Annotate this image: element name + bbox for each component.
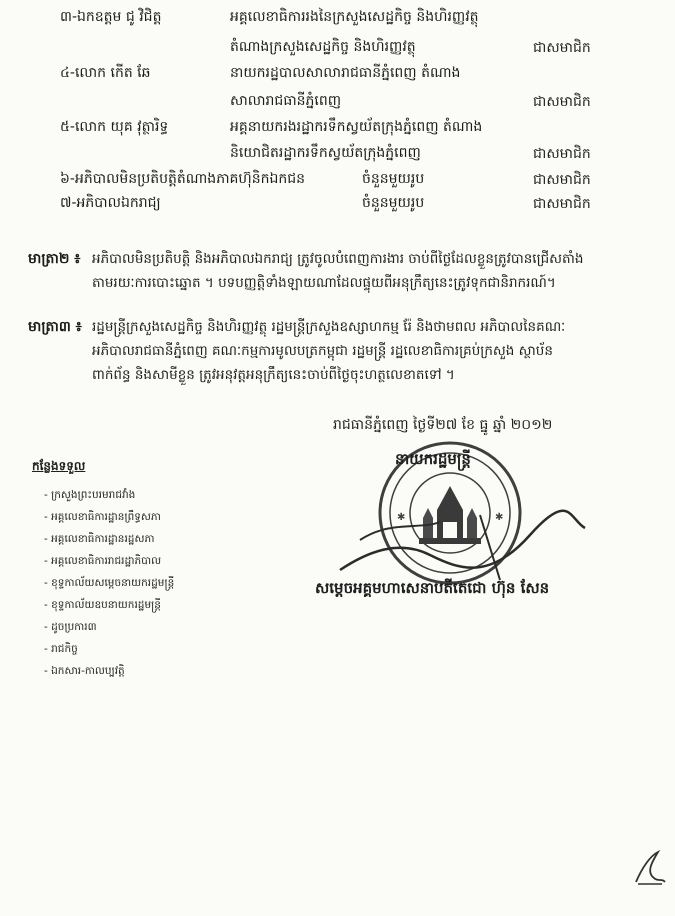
member-name: ៥-លោក យុគ វុត្ថារិទ្ធ: [60, 119, 169, 135]
article-label: មាត្រា៣ ៖: [28, 319, 82, 335]
recipients-title: កន្លែងទទួល: [32, 459, 86, 473]
article-label: មាត្រា២ ៖: [28, 251, 81, 267]
article-line: អភិបាលរាជធានីភ្នំពេញ គណៈកម្មការមូលបត្រកម្ពុជា រដ្ឋមន្ត្រី រដ្ឋលេខាធិការគ្រប់ក្រសួង ស្ថាប័ន: [92, 343, 553, 359]
article-line: រដ្ឋមន្ត្រីក្រសួងសេដ្ឋកិច្ច និងហិរញ្ញវត្ថុ រដ្ឋមន្ត្រីក្រសួងឧស្សាហកម្ម រ៉ែ និងថាមពល អភិបាលនៃគណៈ: [92, 319, 566, 335]
list-item: - អគ្គលេខាធិការរាជរដ្ឋាភិបាល: [44, 550, 174, 572]
member-title-line: និយោជិតរដ្ឋាករទឹកស្វយ័តក្រុងភ្នំពេញ: [230, 145, 421, 161]
member-role: ជាសមាជិក: [533, 196, 591, 212]
member-title-line: អគ្គលេខាធិការរងនៃក្រសួងសេដ្ឋកិច្ច និងហិរញ្ញវត្ថុ: [230, 9, 479, 25]
member-name: ៧-អភិបាលឯករាជ្យ: [60, 195, 161, 211]
recipients-block: [32, 458, 174, 682]
svg-text:✱: ✱: [397, 512, 406, 523]
member-role: ជាសមាជិក: [533, 40, 591, 56]
article-line: ពាក់ព័ន្ធ និងសាមីខ្លួន ត្រូវអនុវត្តអនុក្រឹត្យនេះចាប់ពីថ្ងៃចុះហត្ថលេខាតទៅ ។: [92, 367, 455, 383]
member-name: ៦-អភិបាលមិនប្រតិបត្តិតំណាងភាគហ៊ុនិកឯកជន: [60, 171, 306, 187]
member-name: ៣-ឯកឧត្តម ជូ វិជិត្ត: [60, 9, 162, 25]
member-title-line: អគ្គនាយករងរដ្ឋាករទឹកស្វយ័តក្រុងភ្នំពេញ តំណាង: [230, 119, 483, 135]
signatory-title: នាយករដ្ឋមន្ត្រី: [395, 450, 471, 468]
member-title-line: តំណាងក្រសួងសេដ្ឋកិច្ច និងហិរញ្ញវត្ថុ: [230, 39, 416, 55]
signatory-name: សម្តេចអគ្គមហាសេនាបតីតេជោ ហ៊ុន សែន: [315, 579, 550, 597]
article-line: អភិបាលមិនប្រតិបត្តិ និងអភិបាលឯករាជ្យ ត្រូវចូលបំពេញការងារ ចាប់ពីថ្ងៃដែលខ្លួនត្រូវបានជ្រើសតាំង: [92, 251, 584, 267]
member-title-line: សាលារាជធានីភ្នំពេញ: [230, 93, 342, 109]
list-item: - អគ្គលេខាធិការដ្ឋានព្រឹទ្ធសភា: [44, 506, 174, 528]
list-item: - រាជកិច្ច: [44, 638, 174, 660]
recipients-list: [32, 484, 174, 682]
list-item: - ខុទ្ទកាល័យសម្តេចនាយករដ្ឋមន្ត្រី: [44, 572, 174, 594]
list-item: - ក្រសួងព្រះបរមរាជវាំង: [44, 484, 174, 506]
article-line: តាមរយៈការបោះឆ្នោត ។ បទបញ្ញត្តិទាំងឡាយណាដែលផ្ទុយពីអនុក្រឹត្យនេះត្រូវទុកជានិរាករណ៍។: [92, 275, 556, 291]
member-role: ជាសមាជិក: [533, 94, 591, 110]
member-name: ៤-លោក កើត ឆែ: [60, 65, 151, 81]
member-role: ជាសមាជិក: [533, 172, 591, 188]
list-item: - ខុទ្ទកាល័យឧបនាយករដ្ឋមន្ត្រី: [44, 594, 174, 616]
member-title-line: ចំនួនមួយរូប: [362, 171, 425, 187]
date-line: រាជធានីភ្នំពេញ ថ្ងៃទី២៧ ខែ ធ្នូ ឆ្នាំ ២០១២: [333, 417, 553, 433]
svg-text:✱: ✱: [495, 512, 504, 523]
list-item: - ឯកសារ-កាលប្បវត្តិ: [44, 660, 174, 682]
signature-icon: [330, 500, 590, 590]
list-item: - អគ្គលេខាធិការដ្ឋានរដ្ឋសភា: [44, 528, 174, 550]
member-title-line: នាយករដ្ឋបាលសាលារាជធានីភ្នំពេញ តំណាង: [230, 65, 461, 81]
list-item: - ដូចប្រការ៣: [44, 616, 174, 638]
member-title-line: ចំនួនមួយរូប: [362, 195, 425, 211]
initials-icon: [632, 848, 668, 888]
member-role: ជាសមាជិក: [533, 146, 591, 162]
